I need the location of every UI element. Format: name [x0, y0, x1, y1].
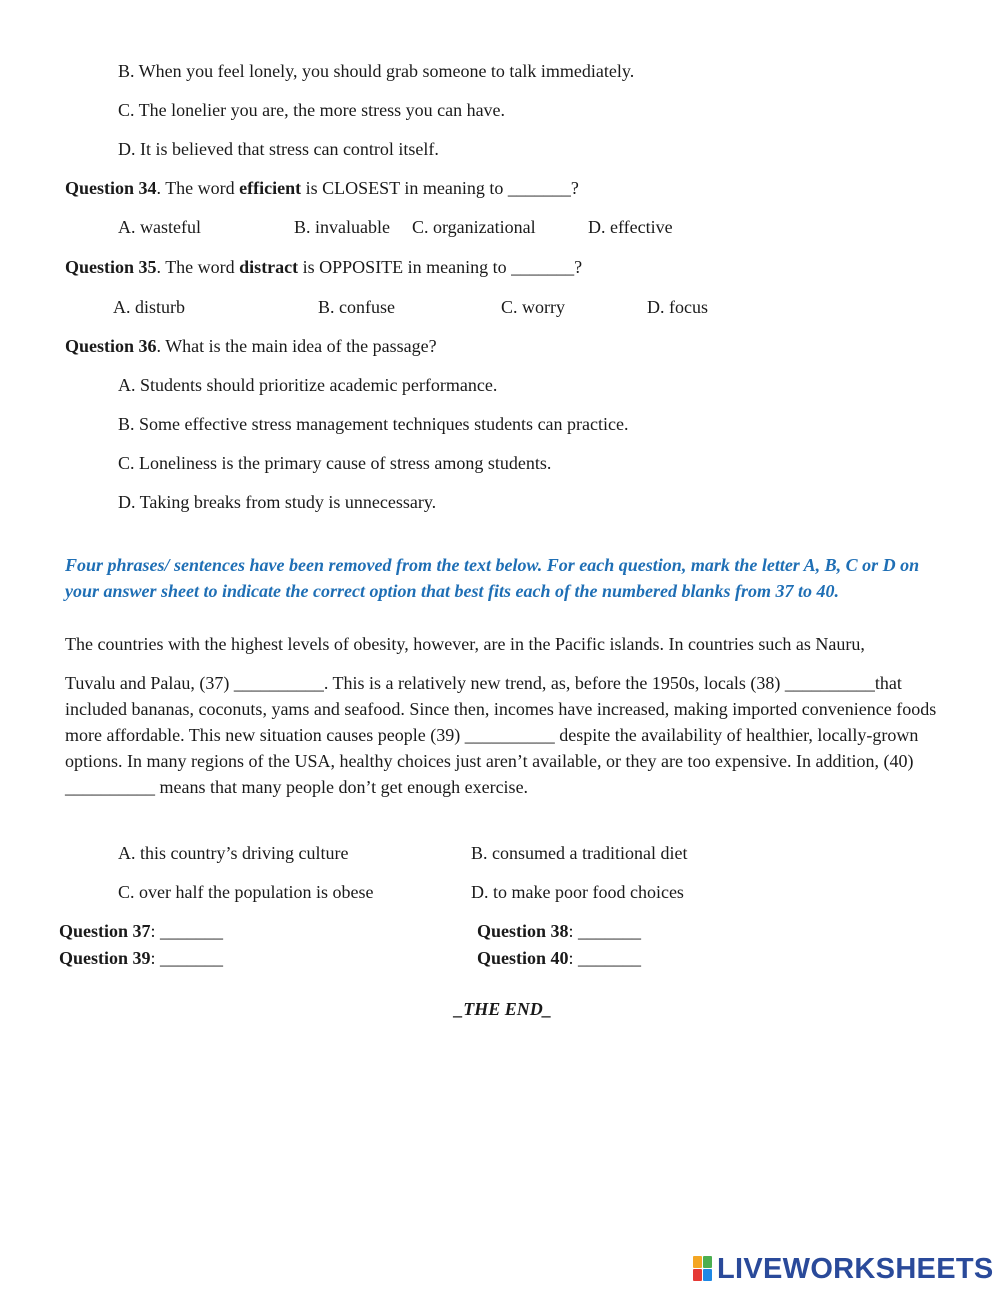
gap-fill-instruction: Four phrases/ sentences have been removed from the text below. For each question, mark the letter A, B, C or D on your answer sheet to indicate the correct option that best fits each of the numbered blanks from 37 to 40. [65, 555, 920, 601]
answer-q38-label: Question 38 [477, 921, 569, 941]
gap-option-b: B. consumed a traditional diet [471, 843, 688, 863]
q34-option-c: C. organizational [412, 217, 536, 237]
answer-q39-label: Question 39 [59, 948, 151, 968]
q35-stem [65, 256, 582, 278]
q35-word: distract [239, 257, 299, 277]
q34-word: efficient [239, 178, 302, 198]
q35-option-a: A. disturb [113, 297, 185, 317]
brand-name: LIVEWORKSHEETS [717, 1252, 994, 1285]
q36-text: . What is the main idea of the passage? [156, 336, 437, 356]
q35-option-c: C. worry [501, 297, 565, 317]
q34-post: is CLOSEST in meaning to _______? [301, 178, 579, 198]
q35-post: is OPPOSITE in meaning to _______? [298, 257, 583, 277]
q35-option-d: D. focus [647, 297, 708, 317]
q34-stem [65, 177, 579, 199]
answer-q37-blank[interactable]: : _______ [150, 921, 224, 941]
q36-label: Question 36 [65, 336, 157, 356]
passage-body: Tuvalu and Palau, (37) __________. This is a relatively new trend, as, before the 1950s, locals (38) __________that included bananas, coconuts, yams and seafood. Since then, incomes have increased, making imported convenience foods more affordable. This new situation causes people (39) __________ despite the availability of healthier, locally-grown options. In many regions of the USA, healthy choices just aren’t available, or they are too expensive. In addition, (40) __________ means that many people don’t get enough exercise. [65, 673, 937, 797]
q36-option-d: D. Taking breaks from study is unnecessary. [118, 492, 437, 512]
q33-option-b: B. When you feel lonely, you should grab someone to talk immediately. [118, 61, 635, 81]
q35-label: Question 35 [65, 257, 157, 277]
liveworksheets-mark-icon [693, 1256, 713, 1282]
q34-label: Question 34 [65, 178, 157, 198]
answer-q40[interactable] [477, 947, 641, 969]
q36-option-a: A. Students should prioritize academic performance. [118, 375, 498, 395]
q35-pre: . The word [156, 257, 240, 277]
q35-option-b: B. confuse [318, 297, 395, 317]
q34-option-a: A. wasteful [118, 217, 201, 237]
answer-q39-blank[interactable]: : _______ [150, 948, 224, 968]
answer-q40-label: Question 40 [477, 948, 569, 968]
gap-option-a: A. this country’s driving culture [118, 843, 349, 863]
answer-q40-blank[interactable]: : _______ [568, 948, 642, 968]
q33-option-c: C. The lonelier you are, the more stress you can have. [118, 100, 506, 120]
passage-first-line: The countries with the highest levels of obesity, however, are in the Pacific islands. In countries such as Nauru, [65, 634, 865, 654]
gap-option-c: C. over half the population is obese [118, 882, 374, 902]
gap-option-d: D. to make poor food choices [471, 882, 684, 902]
q34-option-d: D. effective [588, 217, 673, 237]
end-marker: _THE END_ [454, 999, 552, 1019]
q36-option-c: C. Loneliness is the primary cause of stress among students. [118, 453, 552, 473]
q34-pre: . The word [156, 178, 240, 198]
answer-q38-blank[interactable]: : _______ [568, 921, 642, 941]
q36-option-b: B. Some effective stress management techniques students can practice. [118, 414, 629, 434]
q34-option-b: B. invaluable [294, 217, 390, 237]
answer-q37-label: Question 37 [59, 921, 151, 941]
answer-q39[interactable] [59, 947, 223, 969]
q33-option-d: D. It is believed that stress can control itself. [118, 139, 439, 159]
q36-stem [65, 335, 437, 357]
answer-q38[interactable] [477, 920, 641, 942]
liveworksheets-logo [693, 1254, 994, 1284]
answer-q37[interactable] [59, 920, 223, 942]
